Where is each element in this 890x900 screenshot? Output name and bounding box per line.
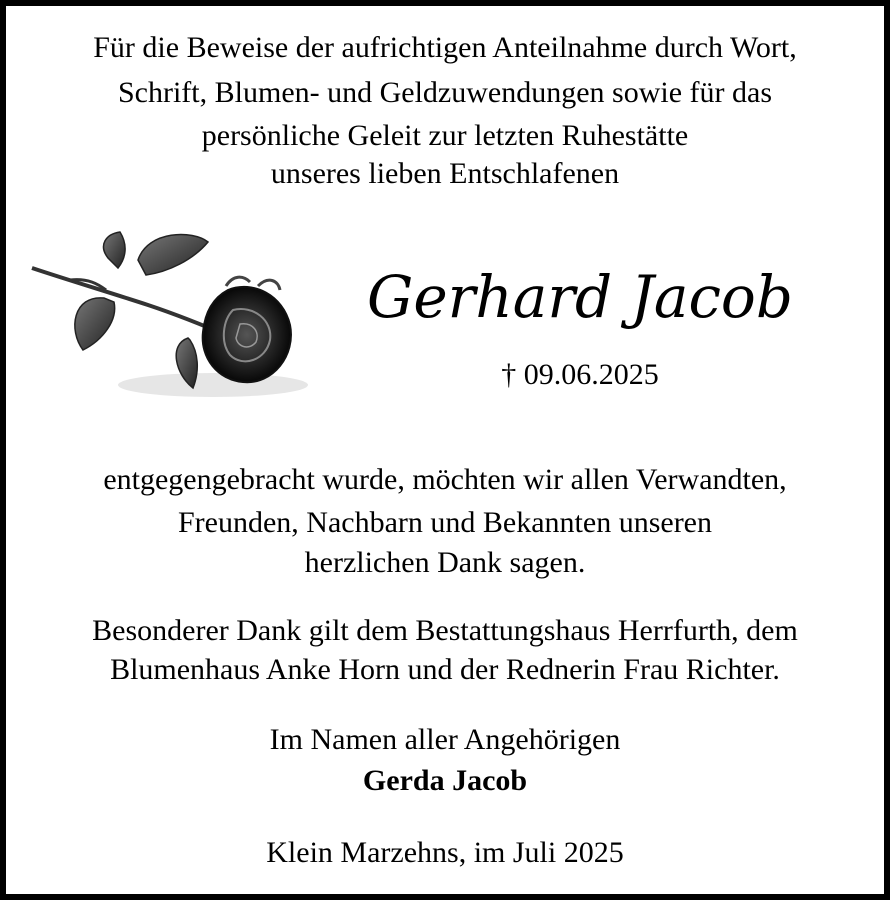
special-thanks-line-1: Besonderer Dank gilt dem Bestattungshaus Herrfurth, dem: [92, 614, 798, 647]
thanks-line-1: entgegengebracht wurde, möchten wir allen Verwandten,: [103, 463, 787, 496]
rose-icon: [28, 220, 328, 420]
intro-line-1: Für die Beweise der aufrichtigen Anteilnahme durch Wort,: [93, 31, 797, 64]
intro-line-3: persönliche Geleit zur letzten Ruhestätte: [201, 119, 689, 152]
on-behalf-text: Im Namen aller Angehörigen: [269, 723, 621, 756]
special-thanks-line-2: Blumenhaus Anke Horn und der Rednerin Frau Richter.: [110, 653, 780, 686]
thanks-line-2: Freunden, Nachbarn und Bekannten unseren: [178, 506, 712, 539]
place-date: Klein Marzehns, im Juli 2025: [266, 836, 624, 869]
deceased-name: Gerhard Jacob: [367, 263, 793, 331]
intro-line-4: unseres lieben Entschlafenen: [270, 157, 620, 190]
intro-line-2: Schrift, Blumen- und Geldzuwendungen sowie für das: [117, 76, 773, 109]
death-date: † 09.06.2025: [501, 358, 659, 391]
thanks-line-3: herzlichen Dank sagen.: [304, 546, 586, 579]
signer-name: Gerda Jacob: [362, 764, 528, 797]
